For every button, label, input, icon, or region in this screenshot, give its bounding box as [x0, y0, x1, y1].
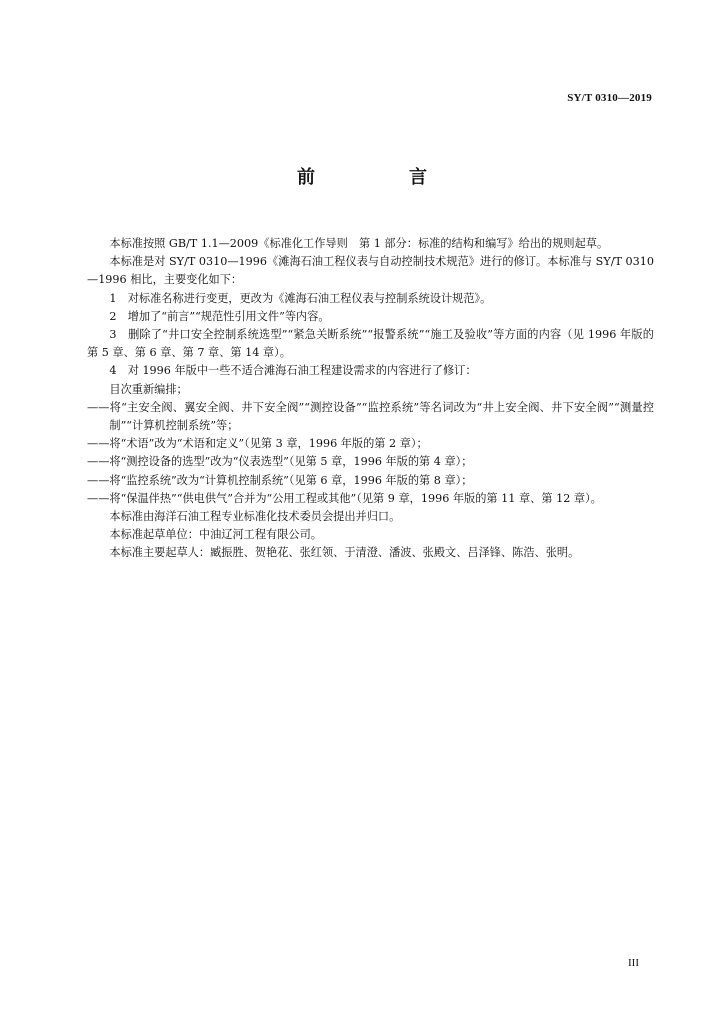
- dash-item: [87, 399, 654, 435]
- dash-item: [87, 435, 654, 453]
- dash-item: [87, 490, 654, 508]
- change-item-4: 4 对 1996 年版中一些不适合滩海石油工程建设需求的内容进行了修订：: [109, 364, 477, 378]
- dash-item-text: 将“监控系统”改为“计算机控制系统”（见第 6 章，1996 年版的第 8 章）；: [109, 473, 473, 487]
- change-item-3: 3 删除了“井口安全控制系统选型”“紧急关断系统”“报警系统”“施工及验收”等方面的内容（见 1996 年版的第 5 章、第 6 章、第 7 章、第 14 章）。: [87, 328, 654, 360]
- paragraph-drafting-unit: 本标准起草单位：中油辽河工程有限公司。: [109, 528, 322, 542]
- page-title: 前 言: [297, 167, 465, 188]
- dash-mark: ——: [87, 491, 110, 505]
- sub-item-renumbering: 目次重新编排；: [109, 382, 188, 396]
- paragraph-drafting-rules: 本标准按照 GB/T 1.1—2009《标准化工作导则 第 1 部分：标准的结构和编写》给出的规则起草。: [109, 237, 609, 250]
- dash-mark: ——: [87, 455, 110, 469]
- paragraph-proposer: 本标准由海洋石油工程专业标准化技术委员会提出并归口。: [109, 510, 401, 524]
- dash-mark: ——: [87, 437, 110, 451]
- change-item-1: 1 对标准名称进行变更，更改为《滩海石油工程仪表与控制系统设计规范》。: [109, 291, 492, 305]
- dash-mark: ——: [87, 473, 110, 487]
- dash-item-text: 将“保温伴热”“供电供气”合并为“公用工程或其他”（见第 9 章，1996 年版的第 11 章、第 12 章）。: [109, 491, 602, 505]
- dash-item-text: 将“测控设备的选型”改为“仪表选型”（见第 5 章，1996 年版的第 4 章）；: [109, 455, 473, 469]
- dash-item: [87, 472, 654, 490]
- change-item-2: 2 增加了“前言”“规范性引用文件”等内容。: [109, 309, 330, 323]
- foreword-body: [87, 235, 654, 563]
- standard-code: SY/T 0310—2019: [567, 92, 652, 104]
- dash-mark: ——: [87, 400, 110, 414]
- paragraph-drafters: 本标准主要起草人：臧振胜、贺艳花、张红领、于清澄、潘波、张殿文、吕泽锋、陈浩、张明。: [109, 546, 580, 560]
- dash-item: [87, 453, 654, 471]
- paragraph-revision-note: 本标准是对 SY/T 0310—1996《滩海石油工程仪表与自动控制技术规范》进行的修订。本标准与 SY/T 0310—1996 相比，主要变化如下：: [87, 255, 654, 287]
- dash-item-text: 将“术语”改为“术语和定义”（见第 3 章，1996 年版的第 2 章）；: [109, 437, 428, 451]
- dash-item-text: 将“主安全阀、翼安全阀、井下安全阀”“测控设备”“监控系统”等名词改为“井上安全阀、井下安全阀”“测量控制”“计算机控制系统”等；: [109, 400, 654, 433]
- page-number: III: [628, 957, 639, 969]
